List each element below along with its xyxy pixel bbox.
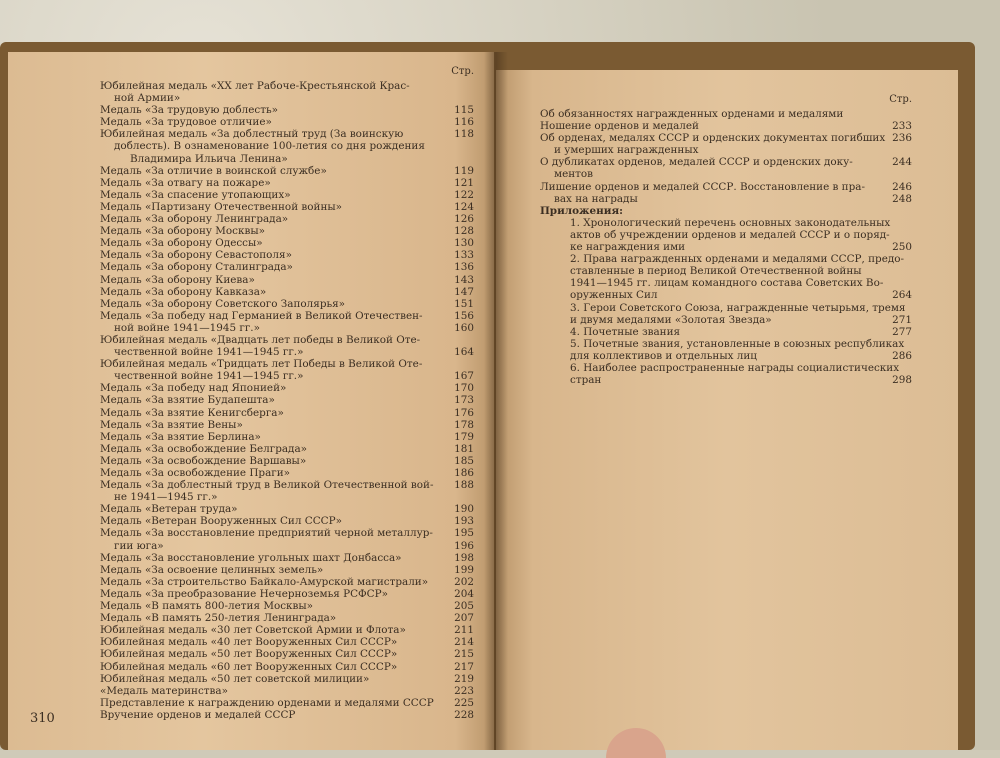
toc-entry-title: Медаль «В память 800-летия Москвы»: [100, 600, 314, 613]
toc-entry-page: 244: [892, 156, 912, 169]
toc-entry-title: чественной войне 1941—1945 гг.»: [114, 370, 304, 383]
toc-entry: [100, 588, 474, 600]
toc-entry-page: 207: [454, 612, 474, 625]
toc-entry-page: 271: [892, 313, 912, 326]
toc-entry-page: 116: [454, 116, 474, 129]
toc-entry-page: 118: [454, 128, 474, 141]
toc-entry: [100, 165, 474, 177]
toc-entry: [100, 503, 474, 515]
toc-entry-page: 219: [454, 672, 474, 685]
toc-entry-page: 217: [454, 660, 474, 673]
toc-entry-page: 147: [454, 285, 474, 298]
toc-entry: [540, 350, 912, 362]
toc-entry-page: 250: [892, 241, 912, 254]
toc-entry-page: 130: [454, 237, 474, 250]
toc-entry-title: Владимира Ильича Ленина»: [130, 152, 288, 165]
toc-entry-title: Медаль «За восстановление угольных шахт Донбасса»: [100, 551, 402, 564]
toc-entry-page: 204: [454, 587, 474, 600]
toc-entry: [100, 467, 474, 479]
toc-entry-title: Медаль «За освобождение Белграда»: [100, 442, 307, 455]
toc-entry-title: Медаль «За оборону Москвы»: [100, 225, 265, 238]
toc-entry-title: Медаль «За взятие Берлина»: [100, 430, 261, 443]
toc-entry-title: стран: [570, 374, 602, 387]
toc-entry: [100, 140, 474, 152]
toc-entry-page: 202: [454, 575, 474, 588]
toc-entry-title: 5. Почетные звания, установленные в союзных республиках: [570, 337, 905, 350]
toc-entry: [100, 648, 474, 660]
toc-entry: [100, 624, 474, 636]
toc-entry: [100, 298, 474, 310]
toc-entry-page: 119: [454, 164, 474, 177]
toc-entry-title: Юбилейная медаль «XX лет Рабоче-Крестьянской Крас-: [100, 80, 410, 92]
toc-entry: [100, 419, 474, 431]
toc-entry: [100, 346, 474, 358]
toc-entry: [100, 636, 474, 648]
toc-entry-title: Медаль «За оборону Киева»: [100, 273, 255, 286]
toc-entry: [540, 338, 912, 350]
toc-entry-page: 179: [454, 430, 474, 443]
toc-entry-title: Юбилейная медаль «30 лет Советской Армии и Флота»: [100, 624, 406, 637]
right-column-header: Стр.: [889, 94, 912, 105]
toc-entry-page: 277: [892, 325, 912, 338]
toc-entry-page: 188: [454, 479, 474, 492]
toc-entry: [100, 177, 474, 189]
toc-entry: [540, 156, 912, 168]
toc-entry-title: Медаль «За взятие Вены»: [100, 418, 243, 431]
toc-entry-title: Юбилейная медаль «60 лет Вооруженных Сил СССР»: [100, 660, 398, 673]
toc-entry: [540, 205, 912, 217]
toc-entry-title: ной Армии»: [114, 92, 181, 105]
toc-entry: [540, 362, 912, 374]
toc-entry-title: Медаль «За освоение целинных земель»: [100, 563, 324, 576]
toc-entry-page: 196: [454, 539, 474, 552]
toc-entry-page: 198: [454, 551, 474, 564]
toc-entry-title: Медаль «За оборону Одессы»: [100, 237, 263, 250]
toc-entry-title: Медаль «За спасение утопающих»: [100, 188, 291, 201]
page-number: 310: [30, 711, 55, 726]
toc-entry-title: Медаль «За оборону Ленинграда»: [100, 213, 289, 226]
toc-entry-title: Медаль «За освобождение Праги»: [100, 467, 291, 479]
toc-entry: [100, 104, 474, 116]
toc-entry-title: 4. Почетные звания: [570, 325, 681, 338]
toc-entry-title: оруженных Сил: [570, 289, 658, 302]
toc-entry-title: О дубликатах орденов, медалей СССР и орденских доку-: [540, 156, 853, 169]
toc-entry-page: 215: [454, 648, 474, 661]
toc-entry-title: Медаль «За победу над Германией в Великой Отечествен-: [100, 309, 423, 322]
toc-entry: [540, 289, 912, 301]
toc-entry: [100, 576, 474, 588]
toc-entry-title: Медаль «За взятие Кенигсберга»: [100, 406, 284, 419]
toc-entry: [100, 310, 474, 322]
toc-entry-title: ставленные в период Великой Отечественной войны: [570, 265, 862, 278]
toc-entry-title: Юбилейная медаль «40 лет Вооруженных Сил СССР»: [100, 636, 398, 649]
toc-entry-title: и двумя медалями «Золотая Звезда»: [570, 313, 772, 326]
toc-entry: [540, 314, 912, 326]
toc-entry-title: 6. Наиболее распространенные награды социалистических: [570, 361, 900, 374]
toc-entry: [540, 193, 912, 205]
toc-entry-title: Медаль «За трудовую доблесть»: [100, 104, 278, 117]
toc-entry: [540, 132, 912, 144]
toc-entry-title: Ношение орденов и медалей: [540, 120, 699, 133]
toc-entry-title: Медаль «За победу над Японией»: [100, 382, 287, 395]
toc-entry: [100, 455, 474, 467]
toc-entry-title: «Медаль материнства»: [100, 684, 228, 697]
left-column-header: Стр.: [451, 66, 474, 77]
toc-entry-title: Медаль «Партизану Отечественной войны»: [100, 200, 343, 213]
toc-entry: [540, 265, 912, 277]
toc-entry-page: 156: [454, 309, 474, 322]
toc-entry: [100, 443, 474, 455]
toc-entry-title: 1. Хронологический перечень основных законодательных: [570, 216, 891, 229]
toc-entry-page: 122: [454, 188, 474, 201]
toc-entry: [100, 358, 474, 370]
toc-entry-title: Медаль «Ветеран труда»: [100, 503, 238, 516]
toc-entry-title: Медаль «За освобождение Варшавы»: [100, 454, 307, 467]
toc-entry-title: Об обязанностях награжденных орденами и медалями: [540, 108, 844, 120]
toc-entry-title: ной войне 1941—1945 гг.»: [114, 321, 260, 334]
left-toc: [100, 66, 474, 721]
left-page: [8, 52, 494, 750]
toc-entry-title: Юбилейная медаль «Двадцать лет победы в Великой Оте-: [100, 333, 421, 346]
toc-entry-title: Медаль «За оборону Советского Заполярья»: [100, 297, 346, 310]
toc-entry: [540, 120, 912, 132]
toc-entry-page: 205: [454, 600, 474, 613]
toc-entry: [100, 564, 474, 576]
toc-entry: [540, 277, 912, 289]
toc-entry-page: 164: [454, 346, 474, 359]
toc-entry-title: Медаль «За оборону Севастополя»: [100, 249, 292, 262]
toc-entry-page: 126: [454, 213, 474, 226]
toc-entry-title: Юбилейная медаль «50 лет Вооруженных Сил СССР»: [100, 648, 398, 661]
toc-entry-page: 143: [454, 273, 474, 286]
toc-entry-page: 178: [454, 418, 474, 431]
toc-entry-page: 124: [454, 200, 474, 213]
toc-entry: [100, 600, 474, 612]
toc-entry-title: Медаль «За доблестный труд в Великой Отечественной вой-: [100, 479, 434, 492]
toc-entry: [100, 189, 474, 201]
toc-entry: [100, 612, 474, 624]
toc-entry-page: 286: [892, 349, 912, 362]
toc-entry: [100, 527, 474, 539]
toc-entry-title: и умерших награжденных: [554, 144, 699, 157]
toc-entry: [100, 431, 474, 443]
toc-entry-title: Представление к награждению орденами и медалями СССР: [100, 696, 434, 709]
toc-entry: [540, 144, 912, 156]
toc-entry: [540, 181, 912, 193]
toc-entry: [100, 334, 474, 346]
toc-entry-title: Медаль «За взятие Будапешта»: [100, 394, 275, 407]
toc-entry-title: доблесть). В ознаменование 100-летия со дня рождения: [114, 140, 425, 153]
toc-entry-title: актов об учреждении орденов и медалей СССР и о поряд-: [570, 228, 890, 241]
right-toc: [540, 94, 912, 387]
toc-entry-page: 167: [454, 370, 474, 383]
toc-entry-title: вах на награды: [554, 192, 638, 205]
toc-entry-page: 193: [454, 515, 474, 528]
toc-entry: [100, 128, 474, 140]
toc-entry-title: гии юга»: [114, 539, 164, 552]
toc-entry-title: ментов: [554, 168, 594, 181]
toc-entry-title: 3. Герои Советского Союза, награжденные четырьмя, тремя: [570, 301, 906, 314]
toc-entry-title: Медаль «В память 250-летия Ленинграда»: [100, 612, 337, 625]
toc-entry-page: 173: [454, 394, 474, 407]
toc-entry-page: 233: [892, 120, 912, 133]
toc-entry: [100, 479, 474, 491]
toc-entry-title: Приложения:: [540, 204, 623, 217]
toc-entry-page: 115: [454, 104, 474, 117]
toc-entry-title: Медаль «За строительство Байкало-Амурской магистрали»: [100, 575, 429, 588]
toc-entry: [100, 661, 474, 673]
toc-entry: [100, 491, 474, 503]
toc-entry-page: 160: [454, 321, 474, 334]
toc-entry-page: 185: [454, 454, 474, 467]
toc-entry: [540, 168, 912, 180]
toc-entry: [100, 515, 474, 527]
toc-entry: [540, 217, 912, 229]
toc-entry: [100, 261, 474, 273]
toc-entry: [540, 229, 912, 241]
toc-entry-page: 298: [892, 374, 912, 387]
toc-entry: [540, 241, 912, 253]
toc-entry: [100, 225, 474, 237]
toc-entry: [100, 201, 474, 213]
toc-entry-title: Медаль «За трудовое отличие»: [100, 116, 272, 129]
toc-entry: [100, 92, 474, 104]
toc-entry-page: 264: [892, 289, 912, 302]
toc-entry-title: 1941—1945 гг. лицам командного состава Советских Во-: [570, 277, 884, 290]
toc-entry-title: для коллективов и отдельных лиц: [570, 349, 757, 362]
toc-entry-title: Лишение орденов и медалей СССР. Восстановление в пра-: [540, 180, 865, 193]
toc-entry-title: Медаль «За оборону Сталинграда»: [100, 261, 293, 274]
toc-entry: [100, 213, 474, 225]
toc-entry-title: Юбилейная медаль «50 лет советской милиции»: [100, 672, 370, 685]
toc-entry: [100, 407, 474, 419]
toc-entry-title: не 1941—1945 гг.»: [114, 491, 218, 504]
toc-entry-title: Медаль «За оборону Кавказа»: [100, 285, 267, 298]
toc-entry-page: 248: [892, 192, 912, 205]
toc-entry: [100, 80, 474, 92]
toc-entry: [100, 673, 474, 685]
toc-entry-title: Медаль «За отличие в воинской службе»: [100, 164, 327, 177]
toc-entry-page: 223: [454, 684, 474, 697]
toc-entry: [100, 116, 474, 128]
toc-entry-title: Вручение орденов и медалей СССР: [100, 708, 296, 721]
toc-entry-page: 236: [892, 132, 912, 145]
toc-entry-title: Юбилейная медаль «За доблестный труд (За воинскую: [100, 128, 404, 141]
toc-entry-title: Медаль «Ветеран Вооруженных Сил СССР»: [100, 515, 342, 528]
toc-entry-title: Медаль «За восстановление предприятий черной металлур-: [100, 527, 433, 540]
toc-entry: [100, 382, 474, 394]
toc-entry-title: Медаль «За отвагу на пожаре»: [100, 176, 271, 189]
book-gutter: [484, 52, 508, 750]
toc-entry-page: 211: [454, 624, 474, 637]
toc-entry-page: 225: [454, 696, 474, 709]
right-page: [496, 70, 958, 750]
toc-entry: [540, 302, 912, 314]
toc-entry-title: 2. Права награжденных орденами и медалями СССР, предо-: [570, 253, 905, 266]
toc-entry-page: 195: [454, 527, 474, 540]
toc-entry: [100, 697, 474, 709]
toc-entry-page: 128: [454, 225, 474, 238]
toc-entry: [100, 274, 474, 286]
toc-entry-title: Юбилейная медаль «Тридцать лет Победы в Великой Оте-: [100, 358, 423, 371]
toc-entry-page: 136: [454, 261, 474, 274]
toc-entry: [540, 253, 912, 265]
toc-entry-page: 133: [454, 249, 474, 262]
toc-entry: [100, 685, 474, 697]
toc-entry-page: 228: [454, 708, 474, 721]
toc-entry: [100, 709, 474, 721]
toc-entry-page: 214: [454, 636, 474, 649]
left-toc-rows: [100, 80, 474, 721]
toc-entry: [540, 374, 912, 386]
toc-entry: [100, 286, 474, 298]
toc-entry-title: ке награждения ими: [570, 241, 686, 254]
right-toc-rows: [540, 108, 912, 386]
toc-entry-page: 190: [454, 503, 474, 516]
toc-entry-title: Об орденах, медалях СССР и орденских документах погибших: [540, 132, 886, 145]
toc-entry: [100, 322, 474, 334]
toc-entry-page: 176: [454, 406, 474, 419]
toc-entry: [100, 552, 474, 564]
toc-entry: [100, 370, 474, 382]
toc-entry-title: Медаль «За преобразование Нечерноземья РСФСР»: [100, 587, 388, 600]
toc-entry-page: 181: [454, 442, 474, 455]
toc-entry-page: 246: [892, 180, 912, 193]
toc-entry: [100, 394, 474, 406]
toc-entry: [100, 540, 474, 552]
toc-entry-page: 151: [454, 297, 474, 310]
toc-entry: [540, 108, 912, 120]
toc-entry-page: 170: [454, 382, 474, 395]
toc-entry-page: 199: [454, 563, 474, 576]
toc-entry-page: 121: [454, 176, 474, 189]
toc-entry: [100, 153, 474, 165]
toc-entry: [100, 249, 474, 261]
toc-entry: [100, 237, 474, 249]
toc-entry: [540, 326, 912, 338]
toc-entry-page: 186: [454, 467, 474, 479]
toc-entry-title: чественной войне 1941—1945 гг.»: [114, 346, 304, 359]
